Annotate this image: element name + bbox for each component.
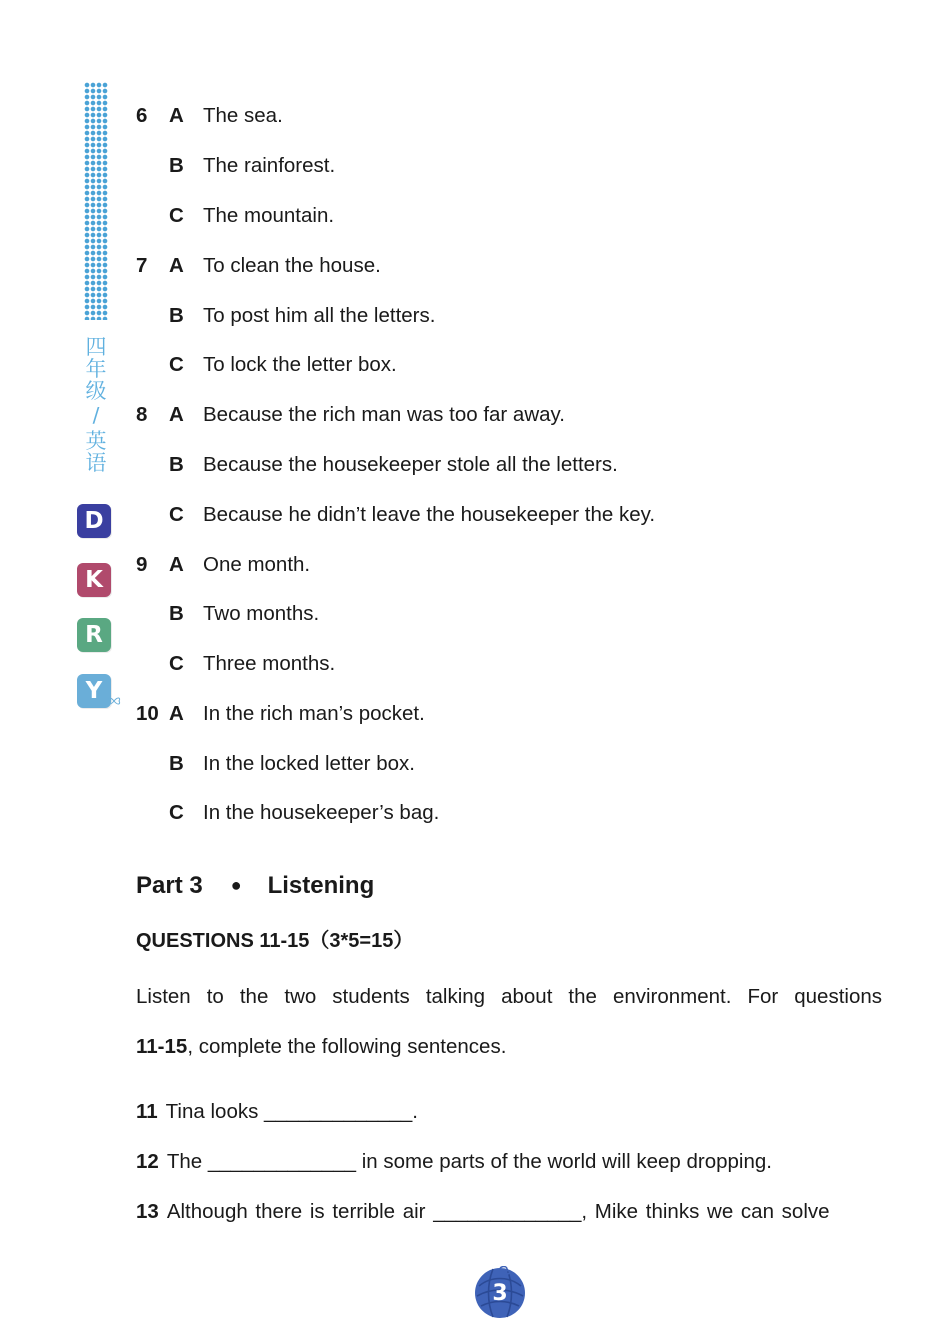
question-6-option-a	[136, 101, 882, 131]
sentence-12	[136, 1147, 882, 1177]
sentence-number: 12	[136, 1150, 159, 1173]
question-9-option-b	[136, 599, 882, 629]
question-10-option-a	[136, 699, 882, 729]
brand-badge-k	[77, 563, 111, 597]
option-letter: C	[169, 204, 184, 227]
sentence-number: 13	[136, 1200, 159, 1223]
instruction-text: , complete the following sentences.	[187, 1035, 507, 1058]
sentence-text: Tina looks _____________.	[165, 1100, 418, 1123]
badge-letter: D	[84, 508, 104, 534]
question-9-option-c	[136, 649, 882, 679]
option-text: Because he didn’t leave the housekeeper the key.	[203, 503, 656, 526]
label-char: 级	[85, 379, 107, 403]
question-10-option-b	[136, 749, 882, 779]
question-8-option-c	[136, 500, 882, 530]
option-letter: B	[169, 453, 184, 476]
part-label: Part 3	[136, 872, 203, 899]
page-number-text: 3	[492, 1280, 508, 1306]
option-text: The sea.	[203, 104, 283, 127]
option-text: In the housekeeper’s bag.	[203, 801, 440, 824]
question-9-option-a	[136, 550, 882, 580]
option-letter: B	[169, 602, 184, 625]
option-text: Three months.	[203, 652, 336, 675]
badge-letter: K	[85, 567, 103, 593]
question-8-option-a	[136, 400, 882, 430]
sentence-11	[136, 1097, 882, 1127]
option-letter: A	[169, 254, 184, 277]
question-number: 8	[136, 403, 148, 426]
question-number: 10	[136, 702, 159, 725]
label-char: 语	[85, 451, 107, 475]
sidebar-dot-pattern	[84, 82, 108, 320]
ribbon-bow-icon	[107, 696, 121, 706]
brand-badge-r	[77, 618, 111, 652]
badge-letter: R	[85, 622, 103, 648]
question-10-option-c	[136, 798, 882, 828]
option-text: Because the rich man was too far away.	[203, 403, 565, 426]
question-number: 7	[136, 254, 148, 277]
sentence-number: 11	[136, 1100, 158, 1123]
option-text: Two months.	[203, 602, 320, 625]
question-7-option-b	[136, 301, 882, 331]
option-letter: C	[169, 801, 184, 824]
label-char: 年	[85, 357, 107, 381]
question-8-option-b	[136, 450, 882, 480]
question-6-option-c	[136, 201, 882, 231]
option-letter: B	[169, 154, 184, 177]
option-letter: A	[169, 702, 184, 725]
question-number: 9	[136, 553, 148, 576]
option-text: To clean the house.	[203, 254, 381, 277]
option-letter: C	[169, 353, 184, 376]
part-title: Listening	[267, 872, 375, 899]
question-number: 6	[136, 104, 148, 127]
option-text: The rainforest.	[203, 154, 336, 177]
question-7-option-c	[136, 350, 882, 380]
instruction-line	[136, 1022, 882, 1072]
option-letter: B	[169, 752, 184, 775]
question-range: 11-15	[136, 1035, 188, 1058]
page-number	[473, 1266, 527, 1320]
part-3-heading	[136, 872, 374, 900]
label-char: 四	[85, 335, 107, 359]
label-char: 英	[85, 429, 107, 453]
option-letter: C	[169, 652, 184, 675]
brand-badge-d	[77, 504, 111, 538]
option-letter: A	[169, 403, 184, 426]
option-letter: C	[169, 503, 184, 526]
option-letter: A	[169, 553, 184, 576]
instruction-line: Listen to the two students talking about the environment. For questions	[136, 985, 882, 1008]
option-text: Because the housekeeper stole all the letters.	[203, 453, 618, 476]
question-7-option-a	[136, 251, 882, 281]
sentence-13	[136, 1197, 882, 1227]
bullet-icon: ●	[230, 875, 242, 895]
option-text: To lock the letter box.	[203, 353, 397, 376]
option-text: One month.	[203, 553, 311, 576]
questions-heading: QUESTIONS 11-15（3*5=15）	[136, 930, 414, 952]
instructions	[136, 972, 882, 1072]
brand-badge-y	[77, 674, 111, 708]
sentence-text: Although there is terrible air _____________, Mike thinks we can solve	[166, 1200, 830, 1223]
option-letter: A	[169, 104, 184, 127]
grade-subject-label	[82, 336, 110, 474]
sentence-text: The _____________ in some parts of the world will keep dropping.	[166, 1150, 772, 1173]
option-text: In the locked letter box.	[203, 752, 415, 775]
question-6-option-b	[136, 151, 882, 181]
option-letter: B	[169, 304, 184, 327]
label-char: /	[92, 403, 100, 427]
badge-letter: Y	[85, 678, 103, 704]
option-text: In the rich man’s pocket.	[203, 702, 425, 725]
option-text: To post him all the letters.	[203, 304, 436, 327]
option-text: The mountain.	[203, 204, 335, 227]
